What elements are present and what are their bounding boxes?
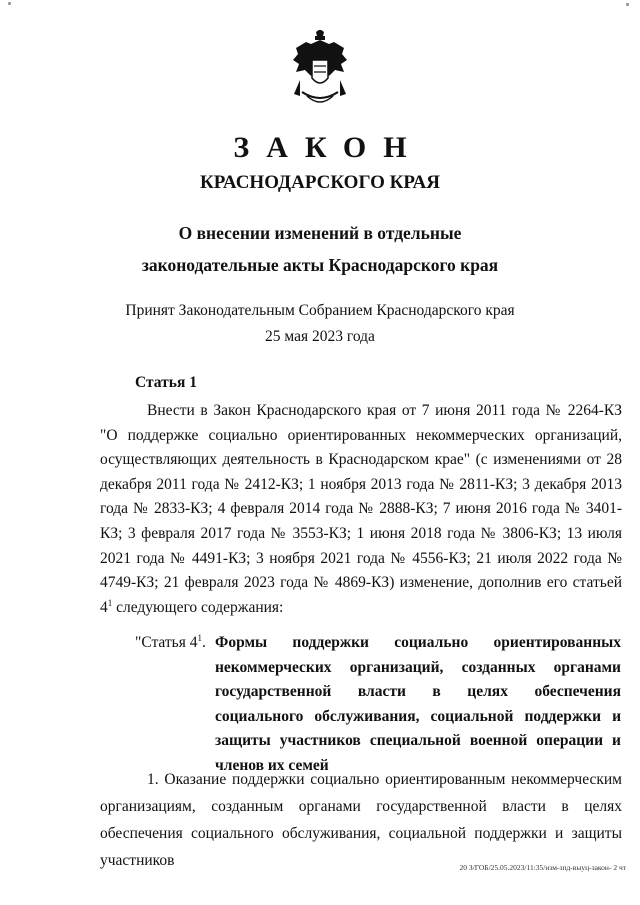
- article-paragraph: Внести в Закон Краснодарского края от 7 июня 2011 года № 2264-КЗ "О поддержке социально ориентированных некоммерческих организаций, осуществляющих деятельность в Краснодарском крае" (с изменениями от 28 декабря 2011 года № 2412-КЗ; 1 ноября 2013 года № 2811-КЗ; 3 декабря 2013 года № 2833-КЗ; 4 февраля 2014 года № 2888-КЗ; 7 июня 2016 года № 3401-КЗ; 3 февраля 2017 года № 3553-КЗ; 1 июня 2018 года № 3806-КЗ; 13 июля 2021 года № 4491-КЗ; 3 ноября 2021 года № 4556-КЗ; 21 июля 2022 года № 4749-КЗ; 21 февраля 2023 года № 4869-КЗ) изменение, дополнив его статьей $4^1$ следующего содержания:: [100, 402, 622, 616]
- law-subject-line1: О внесении изменений в отдельные: [178, 223, 462, 243]
- new-article-paragraph: 1. Оказание поддержки социально ориентированным некоммерческим организациям, созданным органами государственной власти в целях обеспечения социального обслуживания, социальной поддержки и защиты участников: [100, 771, 622, 869]
- document-type-title: ЗАКОН: [233, 131, 424, 164]
- scan-artifact: [626, 3, 629, 6]
- new-article-heading: [135, 631, 621, 779]
- adoption-statement: Принят Законодательным Собранием Краснодарского края: [125, 302, 515, 319]
- superscript: 1: [107, 597, 113, 608]
- new-article-body: [100, 766, 622, 874]
- adoption-date: 25 мая 2023 года: [265, 328, 375, 345]
- new-article-number: "Статья $4^1$.: [135, 632, 206, 651]
- new-article-title: Формы поддержки социально ориентированных некоммерческих организаций, созданных органами государственной власти в целях обеспечения социального обслуживания, социальной поддержки и защиты участников специальной военной операции и членов их семей: [215, 634, 621, 774]
- article-body: [100, 399, 622, 620]
- region-title: КРАСНОДАРСКОГО КРАЯ: [199, 172, 441, 193]
- law-subject-line2: законодательные акты Краснодарского края: [141, 255, 499, 275]
- article-heading: Статья 1: [135, 374, 197, 391]
- scan-artifact: [8, 2, 11, 5]
- document-footer-code: 20 З/ГОБ/25.05.2023/11:35/изм-зпд-выуц-закон- 2 чт: [459, 863, 626, 872]
- coat-of-arms-icon: [290, 30, 350, 108]
